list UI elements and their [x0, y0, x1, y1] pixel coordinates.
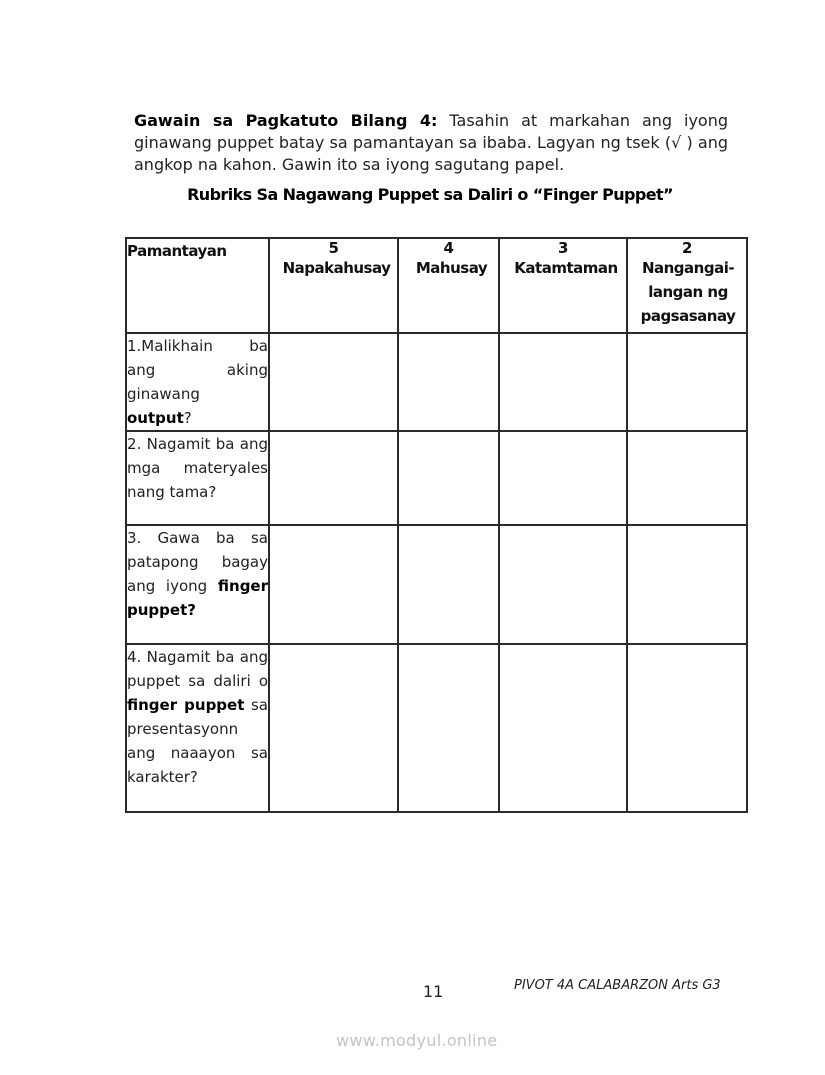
criterion-bold: finger puppet? [127, 577, 268, 619]
table-row [126, 644, 747, 812]
level-score: 4 [443, 239, 454, 257]
criterion-text: ? [183, 409, 192, 427]
level-score: 5 [328, 239, 339, 257]
level-header [398, 238, 499, 333]
level-header [269, 238, 398, 333]
rating-cell-5[interactable] [269, 525, 398, 644]
criterion-text: 4. Nagamit ba ang puppet sa daliri o [127, 648, 268, 690]
criterion-cell [126, 431, 269, 525]
rating-cell-4[interactable] [398, 644, 499, 812]
rating-cell-2[interactable] [627, 333, 747, 431]
rating-cell-2[interactable] [627, 644, 747, 812]
table-row [126, 431, 747, 525]
level-label: Mahusay [415, 259, 488, 277]
table-row [126, 333, 747, 431]
rating-cell-3[interactable] [499, 431, 627, 525]
rubric-title: Rubriks Sa Nagawang Puppet sa Daliri o “Finger Puppet” [187, 185, 673, 204]
level-score: 3 [558, 239, 568, 257]
instructions [134, 110, 728, 176]
rubric-table [125, 237, 748, 813]
level-score: 2 [682, 239, 692, 257]
level-label: Napakahusay [282, 259, 391, 277]
rating-cell-5[interactable] [269, 431, 398, 525]
level-label: Nangangai-langan ng pagsasanay [640, 259, 736, 325]
criterion-cell [126, 525, 269, 644]
header-row [126, 238, 747, 333]
page-number: 11 [423, 982, 444, 1001]
criterion-text: 2. Nagamit ba ang mga materyales nang tama? [127, 435, 268, 501]
rating-cell-3[interactable] [499, 644, 627, 812]
series-footer: PIVOT 4A CALABARZON Arts G3 [514, 978, 721, 993]
criterion-text: 3. Gawa ba sa patapong bagay ang iyong [127, 529, 268, 595]
rating-cell-5[interactable] [269, 644, 398, 812]
criterion-text: sa presentasyonn ang naaayon sa karakter? [127, 696, 268, 786]
criterion-bold: output [127, 409, 184, 427]
rating-cell-3[interactable] [499, 525, 627, 644]
criterion-text: 1.Malikhain ba ang aking ginawang [127, 337, 268, 403]
rating-cell-2[interactable] [627, 525, 747, 644]
rating-cell-4[interactable] [398, 333, 499, 431]
criterion-bold: finger puppet [127, 696, 245, 714]
level-header [627, 238, 747, 333]
table-row [126, 525, 747, 644]
rating-cell-3[interactable] [499, 333, 627, 431]
watermark: www.modyul.online [336, 1031, 498, 1050]
instructions-text: Tasahin at markahan ang iyong ginawang puppet batay sa pamantayan sa ibaba. Lagyan ng tsek (√ ) ang angkop na kahon. Gawin ito sa iyong sagutang papel. [134, 111, 729, 174]
rating-cell-4[interactable] [398, 431, 499, 525]
criterion-cell [126, 333, 269, 431]
rating-cell-2[interactable] [627, 431, 747, 525]
rating-cell-4[interactable] [398, 525, 499, 644]
rating-cell-5[interactable] [269, 333, 398, 431]
level-label: Katamtaman [514, 259, 618, 277]
criteria-header: Pamantayan [126, 238, 269, 333]
level-header [499, 238, 627, 333]
activity-label: Gawain sa Pagkatuto Bilang 4: [134, 111, 438, 130]
criterion-cell [126, 644, 269, 812]
